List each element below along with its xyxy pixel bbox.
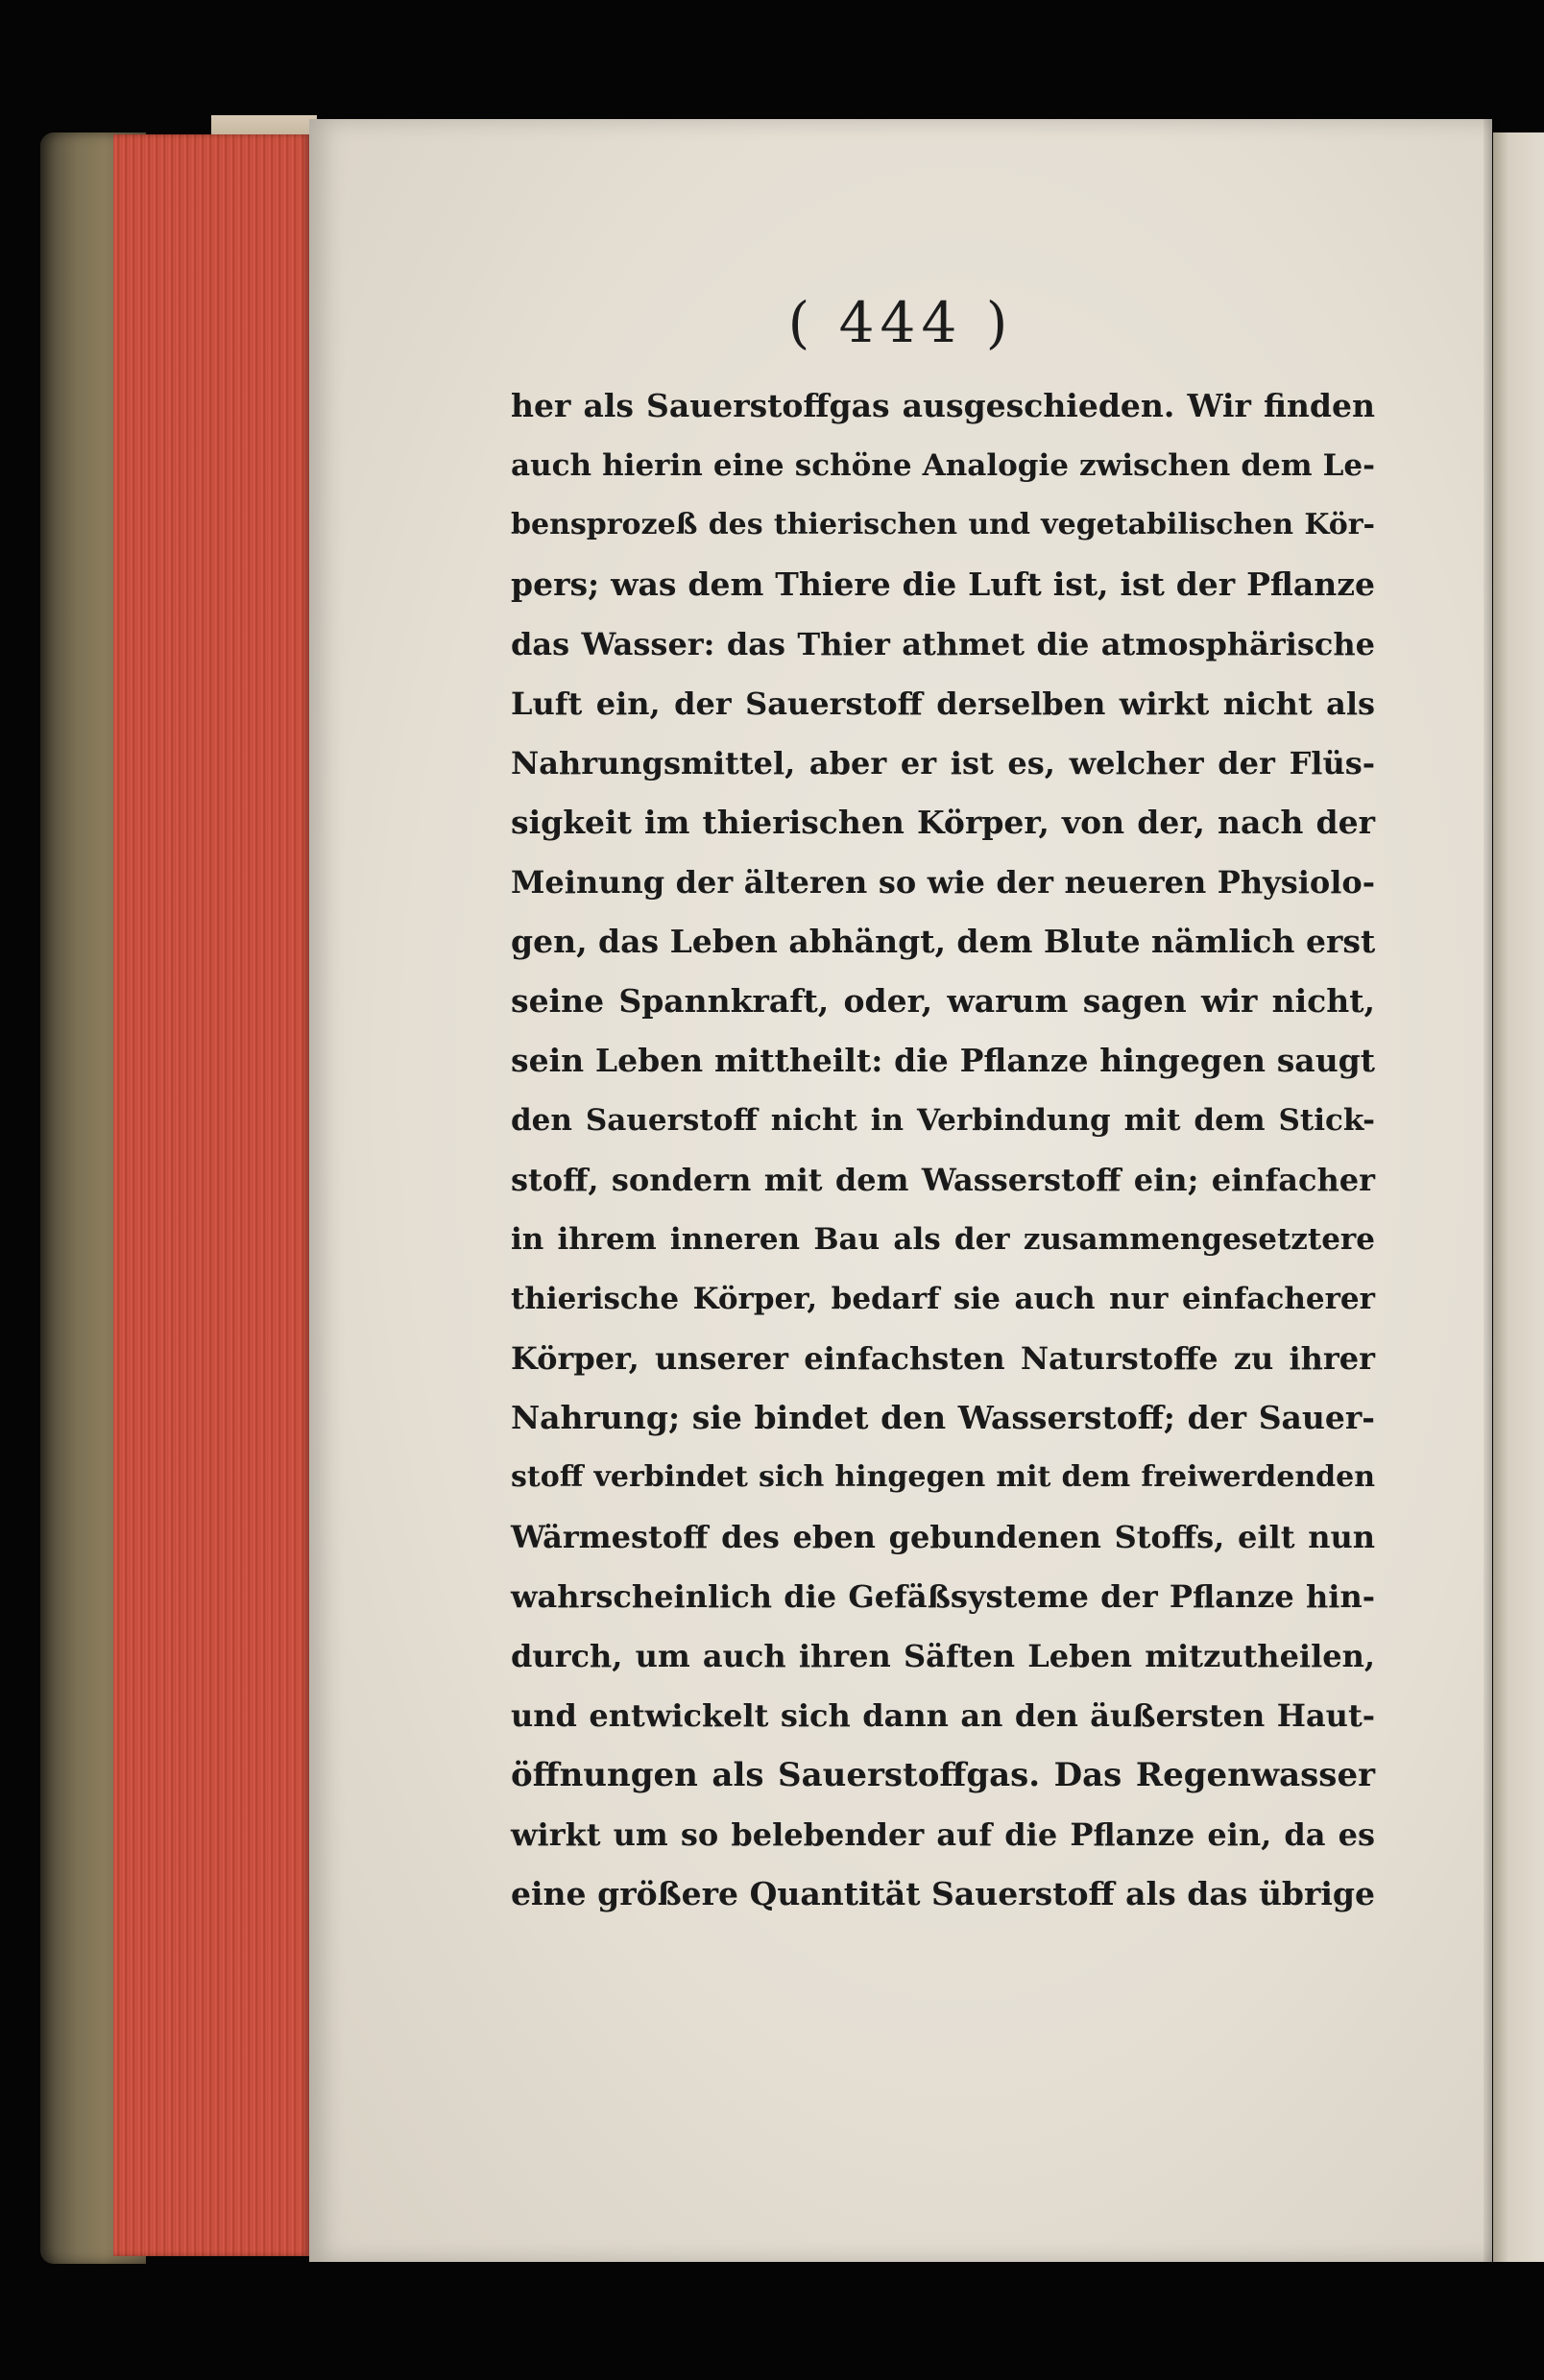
text-line: seine Spannkraft, oder, warum sagen wir nicht, xyxy=(511,982,1375,1020)
text-line: und entwickelt sich dann an den äußersten Haut- xyxy=(511,1697,1375,1734)
text-line: stoff, sondern mit dem Wasserstoff ein; einfacher xyxy=(511,1162,1375,1198)
text-line: her als Sauerstoffgas ausgeschieden. Wir finden xyxy=(511,387,1375,424)
page-number: ( 444 ) xyxy=(787,290,1014,355)
text-line: gen, das Leben abhängt, dem Blute nämlich erst xyxy=(511,923,1376,960)
text-line: pers; was dem Thiere die Luft ist, ist der Pflanze xyxy=(511,565,1375,603)
text-line: öffnungen als Sauerstoffgas. Das Regenwasser xyxy=(511,1756,1375,1794)
red-page-edge xyxy=(113,134,310,2256)
text-line: thierische Körper, bedarf sie auch nur einfacherer xyxy=(511,1282,1375,1316)
text-line: stoff verbindet sich hingegen mit dem freiwerdenden xyxy=(511,1460,1375,1494)
text-line: sein Leben mittheilt: die Pflanze hingegen saugt xyxy=(511,1042,1375,1079)
body-text xyxy=(511,376,1375,1924)
text-line: sigkeit im thierischen Körper, von der, nach der xyxy=(511,804,1375,841)
text-line: Nahrungsmittel, aber er ist es, welcher der Flüs- xyxy=(511,745,1375,781)
text-line: in ihrem inneren Bau als der zusammengesetztere xyxy=(511,1222,1375,1257)
text-line: bensprozeß des thierischen und vegetabilischen Kör- xyxy=(511,508,1375,541)
text-line: den Sauerstoff nicht in Verbindung mit dem Stick- xyxy=(511,1103,1375,1138)
right-page xyxy=(1493,132,1544,2262)
text-line: Meinung der älteren so wie der neueren Physiolo- xyxy=(511,864,1375,901)
text-line: Körper, unserer einfachsten Naturstoffe zu ihrer xyxy=(511,1340,1375,1377)
text-line: wirkt um so belebender auf die Pflanze ein, da es xyxy=(511,1816,1375,1853)
text-line: Nahrung; sie bindet den Wasserstoff; der Sauer- xyxy=(511,1399,1375,1436)
text-line: eine größere Quantität Sauerstoff als das übrige xyxy=(511,1875,1375,1912)
text-line: durch, um auch ihren Säften Leben mitzutheilen, xyxy=(511,1638,1375,1674)
text-line: Luft ein, der Sauerstoff derselben wirkt nicht als xyxy=(511,685,1375,722)
text-line: wahrscheinlich die Gefäßsysteme der Pflanze hin- xyxy=(511,1578,1375,1615)
text-line: Wärmestoff des eben gebundenen Stoffs, eilt nun xyxy=(511,1519,1375,1555)
text-line: das Wasser: das Thier athmet die atmosphärische xyxy=(511,626,1375,662)
text-line: auch hierin eine schöne Analogie zwischen dem Le- xyxy=(511,448,1375,483)
